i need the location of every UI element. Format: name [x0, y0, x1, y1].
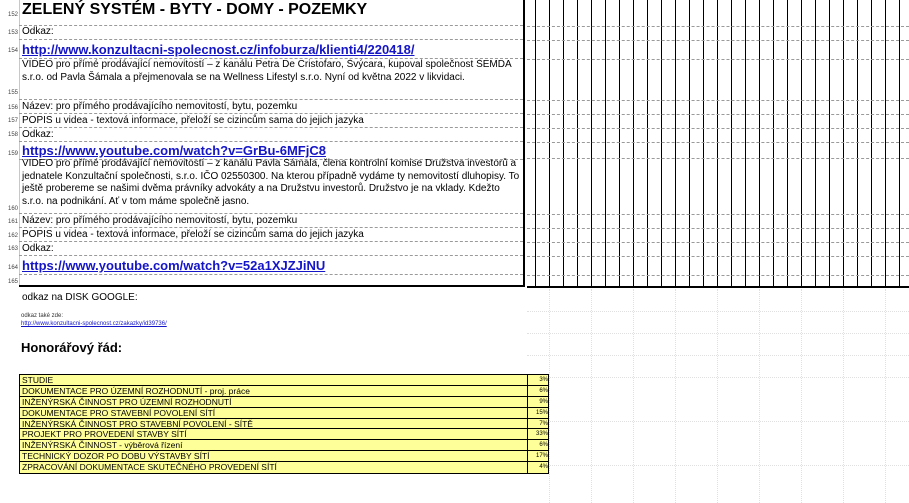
fee-percent-cell[interactable]: 7% — [527, 419, 549, 429]
grid-column-line — [899, 0, 900, 287]
fee-name-cell[interactable]: TECHNICKÝ DOZOR PO DOBU VÝSTAVBY SÍTÍ — [22, 451, 210, 462]
grid-row-line — [527, 26, 909, 27]
grid-row-line — [527, 59, 909, 60]
row-number[interactable]: 153 — [7, 30, 18, 36]
empty-cell-grid — [527, 0, 909, 287]
row-number[interactable]: 161 — [7, 219, 18, 225]
fee-percent-cell[interactable]: 33% — [527, 429, 549, 439]
row-number[interactable]: 165 — [7, 279, 18, 285]
grid-column-line — [857, 0, 858, 287]
link-label-cell[interactable]: Odkaz: — [19, 128, 523, 142]
grid-column-line — [885, 0, 886, 287]
fee-name-cell[interactable]: PROJEKT PRO PROVEDENÍ STAVBY SÍTÍ — [22, 429, 187, 440]
row-number[interactable]: 158 — [7, 132, 18, 138]
grid-column-line — [535, 0, 536, 287]
grid-row-line — [527, 114, 909, 115]
row-number[interactable]: 154 — [7, 48, 18, 54]
faint-gridline — [885, 289, 886, 503]
empty-cell[interactable] — [19, 275, 523, 285]
grid-column-line — [731, 0, 732, 287]
fee-row — [20, 429, 548, 440]
faint-gridline — [527, 465, 909, 466]
fee-row — [20, 462, 548, 473]
grid-column-line — [787, 0, 788, 287]
faint-gridline — [527, 377, 909, 378]
name-cell[interactable]: Název: pro přímého prodávajícího nemovitostí, bytu, pozemku — [19, 214, 523, 228]
grid-column-line — [675, 0, 676, 287]
description-note-cell[interactable]: POPIS u videa - textová informace, přeloží se cizincům sama do jejich jazyka — [19, 228, 523, 242]
row-number[interactable]: 155 — [7, 90, 18, 96]
grid-column-line — [773, 0, 774, 287]
row-number[interactable]: 159 — [7, 151, 18, 157]
name-cell[interactable]: Název: pro přímého prodávajícího nemovitostí, bytu, pozemku — [19, 100, 523, 114]
faint-gridline — [527, 421, 909, 422]
grid-column-line — [759, 0, 760, 287]
fee-percent-cell[interactable]: 4% — [527, 462, 549, 473]
grid-column-line — [577, 0, 578, 287]
faint-gridline — [801, 289, 802, 503]
row-number[interactable]: 163 — [7, 246, 18, 252]
faint-gridline — [527, 333, 909, 334]
youtube-url-cell[interactable]: https://www.youtube.com/watch?v=GrBu-6MFjC8 — [19, 142, 523, 160]
grid-column-line — [703, 0, 704, 287]
row-number[interactable]: 162 — [7, 233, 18, 239]
grid-column-line — [815, 0, 816, 287]
grid-column-line — [829, 0, 830, 287]
fee-row — [20, 408, 548, 419]
grid-column-line — [745, 0, 746, 287]
faint-gridline — [717, 289, 718, 503]
grid-row-line — [527, 275, 909, 276]
youtube-url-cell[interactable]: https://www.youtube.com/watch?v=52a1XJZJiNU — [19, 256, 523, 275]
faint-gridline — [527, 355, 909, 356]
fee-name-cell[interactable]: DOKUMENTACE PRO ÚZEMNÍ ROZHODNUTÍ - proj. práce — [22, 385, 250, 396]
grid-row-line — [527, 100, 909, 101]
fee-name-cell[interactable]: ZPRACOVÁNÍ DOKUMENTACE SKUTEČNÉHO PROVEDENÍ SÍTÍ — [22, 462, 277, 473]
fee-percent-cell[interactable]: 6% — [527, 440, 549, 450]
row-number[interactable]: 152 — [7, 12, 18, 18]
grid-row-line — [527, 242, 909, 243]
grid-column-line — [591, 0, 592, 287]
grid-column-line — [661, 0, 662, 287]
also-here-link[interactable]: http://www.konzultacni-spolecnost.cz/zakazky/id39736/ — [21, 321, 167, 327]
grid-column-line — [843, 0, 844, 287]
faint-gridline — [633, 289, 634, 503]
grid-row-line — [527, 256, 909, 257]
faint-gridline — [759, 289, 760, 503]
grid-column-line — [647, 0, 648, 287]
fee-percent-cell[interactable]: 6% — [527, 386, 549, 396]
fee-name-cell[interactable]: INŽENÝRSKÁ ČINNOST - výběrová řízení — [22, 440, 183, 451]
video-description-cell[interactable]: VIDEO pro přímé prodávající nemovitostí – z kanálu Pavla Šámala, člena kontrolní komise Družstva investorů a jednatele Konzultační společnosti, s.r.o. IČO 02550300. Na kterou případně vydáme ty nemovitostí dluhopisy. To ještě probereme se našimi dvěma právníky advokáty a na Družstvu investorů. Družstvo je na vklady. Kdežto s.r.o. na podnikání. Ať v tom máme společně jasno. — [19, 158, 523, 214]
grid-row-line — [527, 40, 909, 41]
link-label-cell[interactable]: Odkaz: — [19, 242, 523, 256]
fee-row — [20, 451, 548, 462]
grid-row-line — [527, 142, 909, 143]
grid-row-line — [527, 228, 909, 229]
grid-column-line — [689, 0, 690, 287]
grid-row-line — [527, 214, 909, 215]
fee-row — [20, 386, 548, 397]
fee-row — [20, 375, 548, 386]
grid-column-line — [549, 0, 550, 287]
grid-bottom-border — [527, 286, 909, 288]
fee-row — [20, 440, 548, 451]
fee-percent-cell[interactable]: 15% — [527, 408, 549, 418]
fee-name-cell[interactable]: INŽENÝRSKÁ ČINNOST PRO ÚZEMNÍ ROZHODNUTÍ — [22, 396, 232, 407]
row-number[interactable]: 157 — [7, 118, 18, 124]
grid-column-line — [801, 0, 802, 287]
description-note-cell[interactable]: POPIS u videa - textová informace, přeloží se cizincům sama do jejich jazyka — [19, 114, 523, 128]
content-column — [19, 0, 525, 287]
google-drive-label[interactable]: odkaz na DISK GOOGLE: — [22, 292, 138, 303]
row-header-column — [0, 0, 20, 287]
faint-gridline — [527, 311, 909, 312]
grid-column-line — [619, 0, 620, 287]
faint-gridline — [843, 289, 844, 503]
row-number[interactable]: 156 — [7, 105, 18, 111]
video-description-cell[interactable]: VIDEO pro přímé prodávající nemovitostí – z kanálu Petra De Cristofaro, Švýcara, kupoval společnost ŠEMDA s.r.o. od Pavla Šámala a přejmenovala se na Wellness Lifestyl s.r.o. Nyní od května 2022 v likvidaci. — [19, 59, 523, 100]
faint-gridlines — [527, 289, 909, 503]
faint-gridline — [675, 289, 676, 503]
fee-name-cell[interactable]: DOKUMENTACE PRO STAVEBNÍ POVOLENÍ SÍTÍ — [22, 407, 216, 418]
row-number[interactable]: 160 — [7, 206, 18, 212]
grid-column-line — [633, 0, 634, 287]
fee-row — [20, 397, 548, 408]
grid-column-line — [717, 0, 718, 287]
faint-gridline — [549, 289, 550, 503]
fee-percent-cell[interactable]: 9% — [527, 397, 549, 407]
grid-row-line — [527, 128, 909, 129]
also-here-label[interactable]: odkaz také zde: — [21, 313, 64, 319]
grid-column-line — [563, 0, 564, 287]
row-number[interactable]: 164 — [7, 265, 18, 271]
fee-name-cell[interactable]: STUDIE — [22, 375, 54, 385]
section-title-cell[interactable]: ZELENÝ SYSTÉM - BYTY - DOMY - POZEMKY — [19, 0, 523, 26]
fee-percent-cell[interactable]: 3% — [527, 375, 549, 385]
grid-row-line — [527, 158, 909, 159]
grid-column-line — [605, 0, 606, 287]
fee-row — [20, 419, 548, 430]
fee-name-cell[interactable]: INŽENÝRSKÁ ČINNOST PRO STAVEBNÍ POVOLENÍ - SÍTĚ — [22, 418, 253, 429]
fee-percent-cell[interactable]: 17% — [527, 451, 549, 461]
faint-gridline — [591, 289, 592, 503]
link-label-cell[interactable]: Odkaz: — [19, 26, 523, 40]
fee-table — [19, 374, 549, 474]
fee-schedule-heading[interactable]: Honorářový řád: — [21, 340, 123, 355]
grid-column-line — [871, 0, 872, 287]
url-cell[interactable]: http://www.konzultacni-spolecnost.cz/infoburza/klienti4/220418/ — [19, 40, 523, 59]
